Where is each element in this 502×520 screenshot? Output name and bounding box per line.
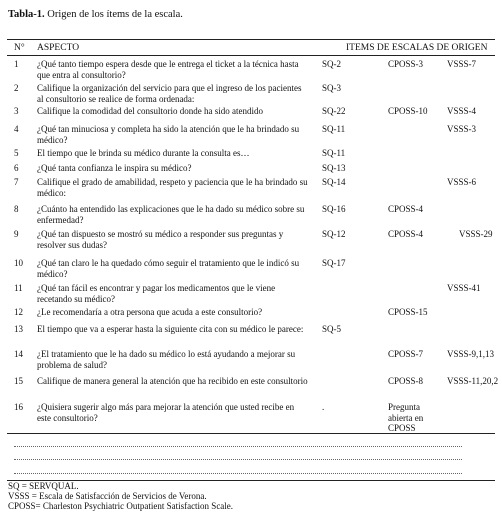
table-bottom-rule: [7, 433, 495, 434]
row-vsss-item: VSSS-6: [447, 177, 477, 187]
row-aspect: ¿Qué tan dispuesto se mostró su médico a responder sus preguntas y resolver sus dudas?: [37, 229, 284, 250]
row-cposs-item: CPOSS-3: [388, 59, 424, 69]
header-aspect: ASPECTO: [37, 43, 80, 53]
row-number: 6: [14, 163, 19, 173]
table-title: Tabla-1. Origen de los ítems de la escala.: [8, 9, 183, 20]
row-servqual-item: SQ-11: [322, 148, 346, 158]
row-vsss-item: VSSS-11,20,2: [447, 376, 499, 386]
row-number: 7: [14, 177, 19, 187]
row-number: 8: [14, 204, 19, 214]
row-aspect: Califique el grado de amabilidad, respeto y paciencia que le ha brindado su médico:: [37, 177, 308, 198]
dotted-line-3: [14, 473, 462, 474]
row-cposs-item: CPOSS-10: [388, 106, 428, 116]
row-servqual-item: SQ-5: [322, 324, 342, 334]
footnote-vsss: VSSS = Escala de Satisfacción de Servicios de Verona.: [8, 491, 207, 501]
row-aspect: El tiempo que le brinda su médico durante la consulta es…: [37, 148, 250, 158]
row-vsss-item: VSSS-4: [447, 106, 477, 116]
row-vsss-item: VSSS-3: [447, 124, 477, 134]
row-aspect: ¿Qué tan fácil es encontrar y pagar los medicamentos que le viene recetando su médico?: [37, 283, 276, 304]
row-aspect: ¿Qué tan minuciosa y completa ha sido la atención que le ha brindado su médico?: [37, 124, 300, 145]
row-aspect: ¿Qué tanta confianza le inspira su médico?: [37, 163, 192, 173]
row-number: 13: [14, 324, 23, 334]
row-number: 11: [14, 283, 23, 293]
row-vsss-item: VSSS-41: [447, 283, 481, 293]
footer-rule: [7, 480, 495, 481]
row-servqual-item: SQ-22: [322, 106, 346, 116]
footnote-sq: SQ = SERVQUAL.: [8, 481, 79, 491]
row-aspect: Califique de manera general la atención que ha recibido en este consultorio: [37, 376, 308, 386]
row-number: 9: [14, 229, 19, 239]
dotted-line-1: [14, 446, 462, 447]
row-number: 12: [14, 307, 23, 317]
footnote-cposs: CPOSS= Charleston Psychiatric Outpatient Satisfaction Scale.: [8, 501, 234, 511]
row-cposs-item: CPOSS-15: [388, 307, 428, 317]
row-number: 14: [14, 349, 23, 359]
row-servqual-item: SQ-14: [322, 177, 346, 187]
row-number: 16: [14, 402, 23, 412]
row-aspect: ¿Le recomendaría a otra persona que acuda a este consultorio?: [37, 307, 263, 317]
header-top-rule: [7, 39, 495, 40]
row-vsss-item: VSSS-29: [459, 229, 493, 239]
dotted-line-2: [14, 459, 462, 460]
row-aspect: ¿Qué tanto tiempo espera desde que le entrega el ticket a la técnica hasta que entra al consultorio?: [37, 59, 299, 80]
row-number: 10: [14, 258, 23, 268]
row-servqual-item: SQ-16: [322, 204, 346, 214]
row-servqual-item: SQ-3: [322, 83, 342, 93]
row-servqual-item: .: [322, 402, 325, 412]
header-number: N°: [14, 43, 25, 53]
row-cposs-item: CPOSS-4: [388, 204, 424, 214]
row-servqual-item: SQ-17: [322, 258, 346, 268]
row-aspect: ¿Quisiera sugerir algo más para mejorar la atención que usted recibe en este consultorio?: [37, 402, 295, 423]
row-servqual-item: SQ-2: [322, 59, 342, 69]
header-bottom-rule: [7, 55, 495, 56]
row-number: 1: [14, 59, 19, 69]
row-vsss-item: VSSS-7: [447, 59, 477, 69]
row-aspect: ¿El tratamiento que le ha dado su médico lo está ayudando a mejorar su problema de salud?: [37, 349, 296, 370]
row-servqual-item: SQ-11: [322, 124, 346, 134]
row-number: 5: [14, 148, 19, 158]
row-aspect: Califique la comodidad del consultorio donde ha sido atendido: [37, 106, 263, 116]
row-number: 3: [14, 106, 19, 116]
row-number: 15: [14, 376, 23, 386]
row-number: 2: [14, 83, 19, 93]
row-cposs-item: Pregunta abierta en CPOSS: [388, 402, 424, 433]
row-number: 4: [14, 124, 19, 134]
row-vsss-item: VSSS-9,1,13: [447, 349, 495, 359]
row-cposs-item: CPOSS-4: [388, 229, 424, 239]
header-items-origin: ITEMS DE ESCALAS DE ORIGEN: [346, 43, 488, 53]
row-aspect: El tiempo que va a esperar hasta la siguiente cita con su médico le parece:: [37, 324, 304, 334]
row-servqual-item: SQ-13: [322, 163, 346, 173]
row-servqual-item: SQ-12: [322, 229, 346, 239]
row-cposs-item: CPOSS-8: [388, 376, 424, 386]
row-aspect: ¿Cuánto ha entendido las explicaciones que le ha dado su médico sobre su enfermedad?: [37, 204, 305, 225]
row-aspect: Califique la organización del servicio para que el ingreso de los pacientes al consultorio se realice de forma ordenada:: [37, 83, 302, 104]
row-cposs-item: CPOSS-7: [388, 349, 424, 359]
row-aspect: ¿Qué tan claro le ha quedado cómo seguir el tratamiento que le indicó su médico?: [37, 258, 300, 279]
